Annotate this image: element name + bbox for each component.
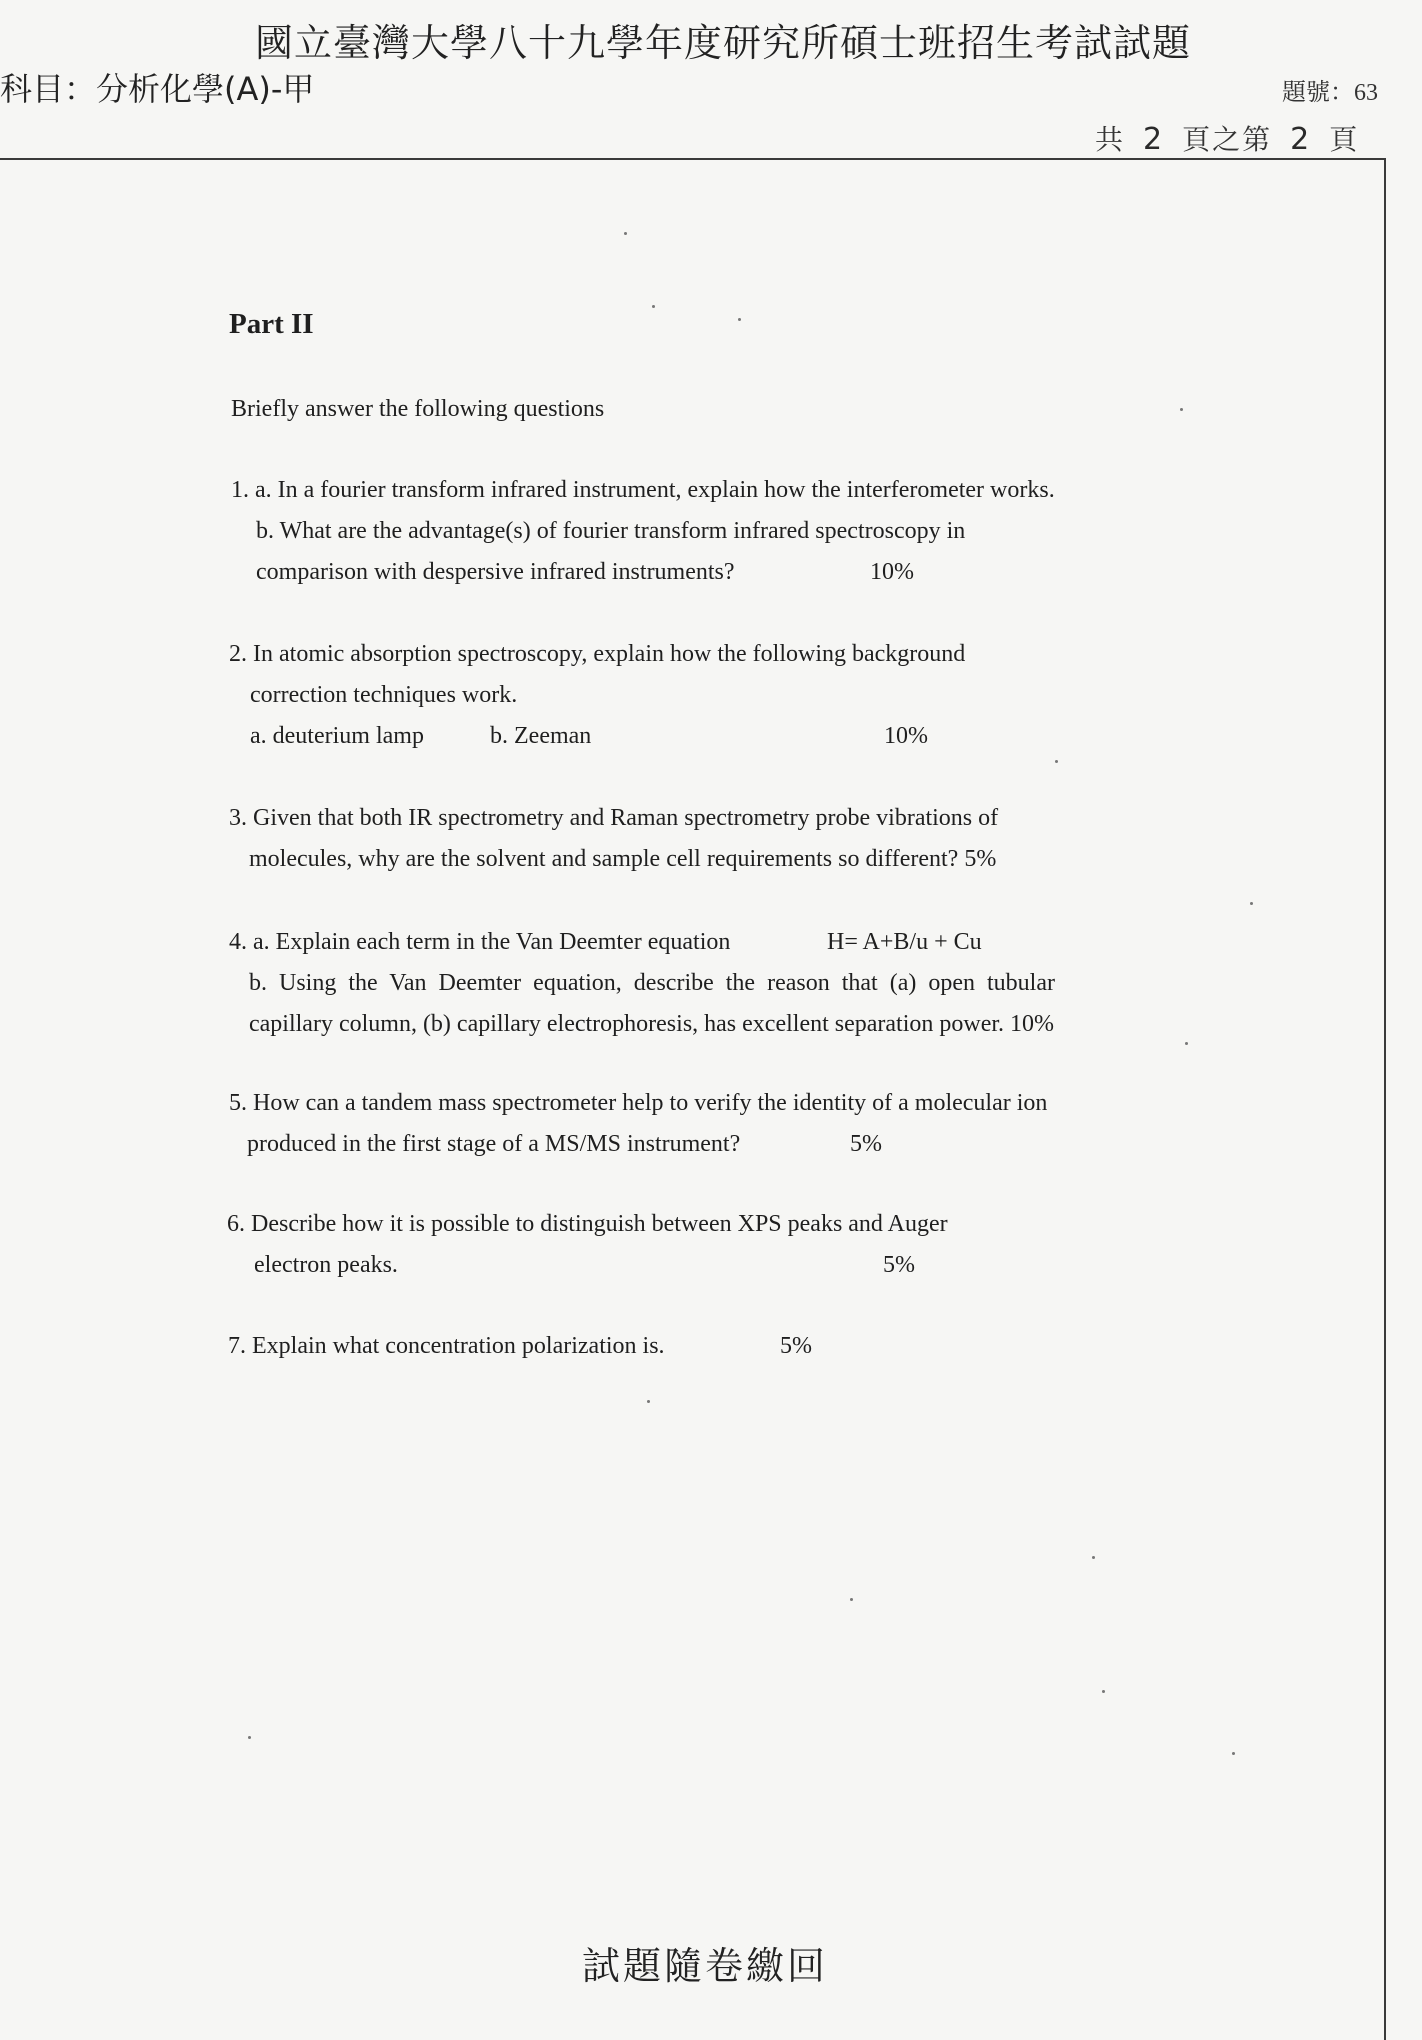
part-title: Part II [229, 308, 314, 340]
return-exam-stamp: 試題隨卷繳回 [582, 1944, 829, 1988]
page-current-number: 2 [1290, 122, 1312, 157]
scan-speck [1102, 1690, 1105, 1693]
question-number-label: 題號：63 [1282, 80, 1378, 106]
scan-speck [1180, 408, 1183, 411]
q5-line-2: produced in the first stage of a MS/MS instrument? [247, 1131, 741, 1157]
q1-line-2: b. What are the advantage(s) of fourier transform infrared spectroscopy in [256, 518, 966, 544]
q5-score: 5% [850, 1131, 882, 1157]
q4-line-2: b. Using the Van Deemter equation, describe the reason that (a) open tubular [249, 970, 1055, 996]
q3-line-2: molecules, why are the solvent and sample cell requirements so different? 5% [249, 846, 997, 872]
q1-score: 10% [870, 559, 914, 585]
scan-speck [647, 1400, 650, 1403]
subject-label: 科目：分析化學(A)-甲 [0, 70, 315, 108]
scan-speck [1250, 902, 1253, 905]
scan-speck [738, 318, 741, 321]
q6-line-2: electron peaks. [254, 1252, 398, 1278]
scan-speck [850, 1598, 853, 1601]
q2-score: 10% [884, 723, 928, 749]
q6-score: 5% [883, 1252, 915, 1278]
scan-speck [248, 1736, 251, 1739]
q7-line-1: 7. Explain what concentration polarization is. [228, 1333, 665, 1359]
q2-option-a: a. deuterium lamp [250, 723, 424, 749]
q3-line-1: 3. Given that both IR spectrometry and Raman spectrometry probe vibrations of [229, 805, 999, 831]
scan-speck [1232, 1752, 1235, 1755]
page-total-prefix: 共 [1095, 125, 1126, 156]
scan-speck [1055, 760, 1058, 763]
page-mid-text: 頁之第 [1182, 125, 1273, 156]
q2-option-b: b. Zeeman [490, 723, 592, 749]
scan-speck [1185, 1042, 1188, 1045]
q6-line-1: 6. Describe how it is possible to distinguish between XPS peaks and Auger [227, 1211, 948, 1237]
part-intro: Briefly answer the following questions [231, 396, 605, 422]
q2-line-1: 2. In atomic absorption spectroscopy, explain how the following background [229, 641, 966, 667]
scan-speck [624, 232, 627, 235]
page-suffix: 頁 [1329, 125, 1360, 156]
q4-line-3: capillary column, (b) capillary electrophoresis, has excellent separation power. 10% [249, 1011, 1055, 1037]
q4-equation: H= A+B/u + Cu [827, 929, 982, 955]
q2-line-2: correction techniques work. [250, 682, 518, 708]
q4-line-1: 4. a. Explain each term in the Van Deemter equation [229, 929, 731, 955]
scan-speck [1092, 1556, 1095, 1559]
exam-title: 國立臺灣大學八十九學年度研究所碩士班招生考試試題 [255, 23, 1192, 65]
page-count [1095, 118, 1359, 158]
q1-line-3: comparison with despersive infrared instruments? [256, 559, 735, 585]
page-total-number: 2 [1143, 122, 1165, 157]
q5-line-1: 5. How can a tandem mass spectrometer help to verify the identity of a molecular ion [229, 1090, 1048, 1116]
q7-score: 5% [780, 1333, 812, 1359]
q1-line-1: 1. a. In a fourier transform infrared instrument, explain how the interferometer works. [231, 477, 1055, 503]
scan-speck [652, 305, 655, 308]
